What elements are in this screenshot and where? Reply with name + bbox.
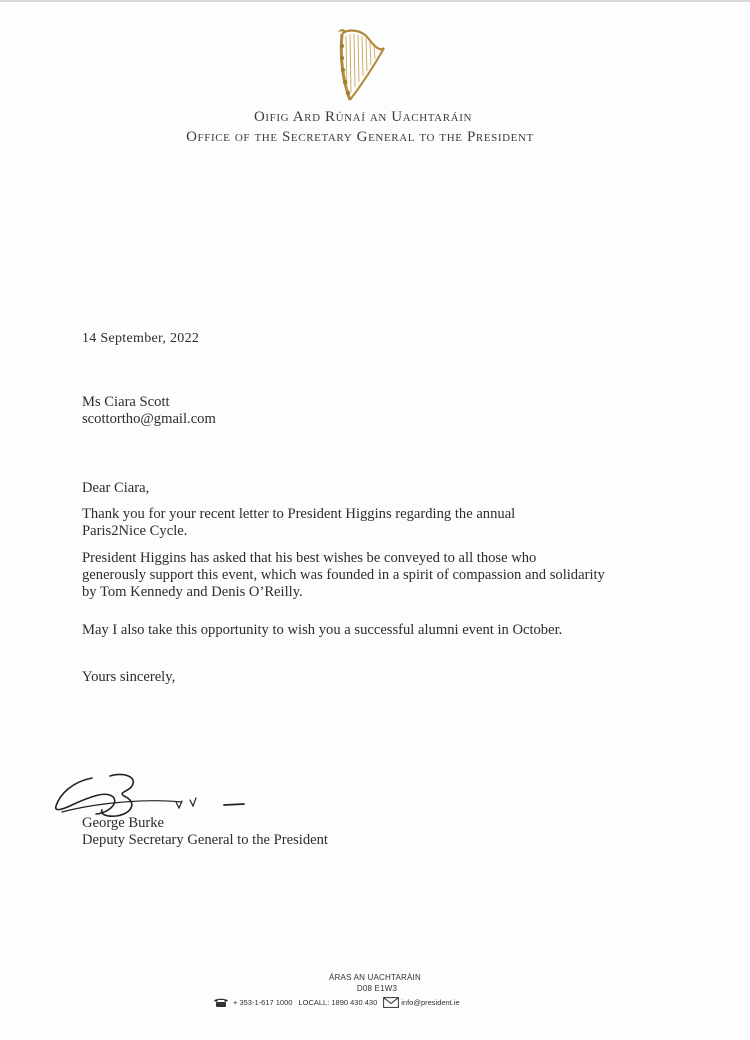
paragraph-1 — [82, 506, 515, 540]
letter-date: 14 September, 2022 — [82, 331, 200, 346]
footer-phone: + 353-1-617 1000 — [233, 998, 293, 1007]
page-top-edge — [0, 0, 750, 2]
paragraph-line: by Tom Kennedy and Denis O’Reilly. — [82, 584, 303, 600]
letterhead-title-english: Office of the Secretary General to the President — [186, 129, 534, 145]
closing: Yours sincerely, — [82, 669, 176, 685]
telephone-icon — [213, 997, 229, 1008]
salutation: Dear Ciara, — [82, 480, 150, 496]
recipient-name: Ms Ciara Scott — [82, 394, 170, 410]
paragraph-line: Paris2Nice Cycle. — [82, 523, 188, 539]
signatory-title: Deputy Secretary General to the President — [82, 832, 328, 848]
footer-locall: LOCALL: 1890 430 430 — [298, 998, 378, 1007]
paragraph-3 — [82, 622, 562, 639]
envelope-icon — [383, 997, 399, 1008]
paragraph-2 — [82, 550, 605, 601]
footer-email: info@president.ie — [401, 998, 460, 1007]
footer-address-line2: D08 E1W3 — [356, 984, 398, 993]
paragraph-line: President Higgins has asked that his best wishes be conveyed to all those who — [82, 550, 537, 566]
signatory-name: George Burke — [82, 815, 164, 831]
paragraph-line: May I also take this opportunity to wish you a successful alumni event in October. — [82, 622, 563, 638]
footer-contact-row — [213, 997, 460, 1008]
paragraph-line: generously support this event, which was founded in a spirit of compassion and solidarity — [82, 567, 605, 583]
footer-address-line1: ÁRAS AN UACHTARÁIN — [329, 973, 421, 982]
recipient-email: scottortho@gmail.com — [82, 411, 216, 427]
harp-emblem-icon — [328, 26, 390, 104]
paragraph-line: Thank you for your recent letter to President Higgins regarding the annual — [82, 506, 516, 522]
letterhead-title-irish: Oifig Ard Rúnaí an Uachtaráin — [253, 109, 473, 125]
